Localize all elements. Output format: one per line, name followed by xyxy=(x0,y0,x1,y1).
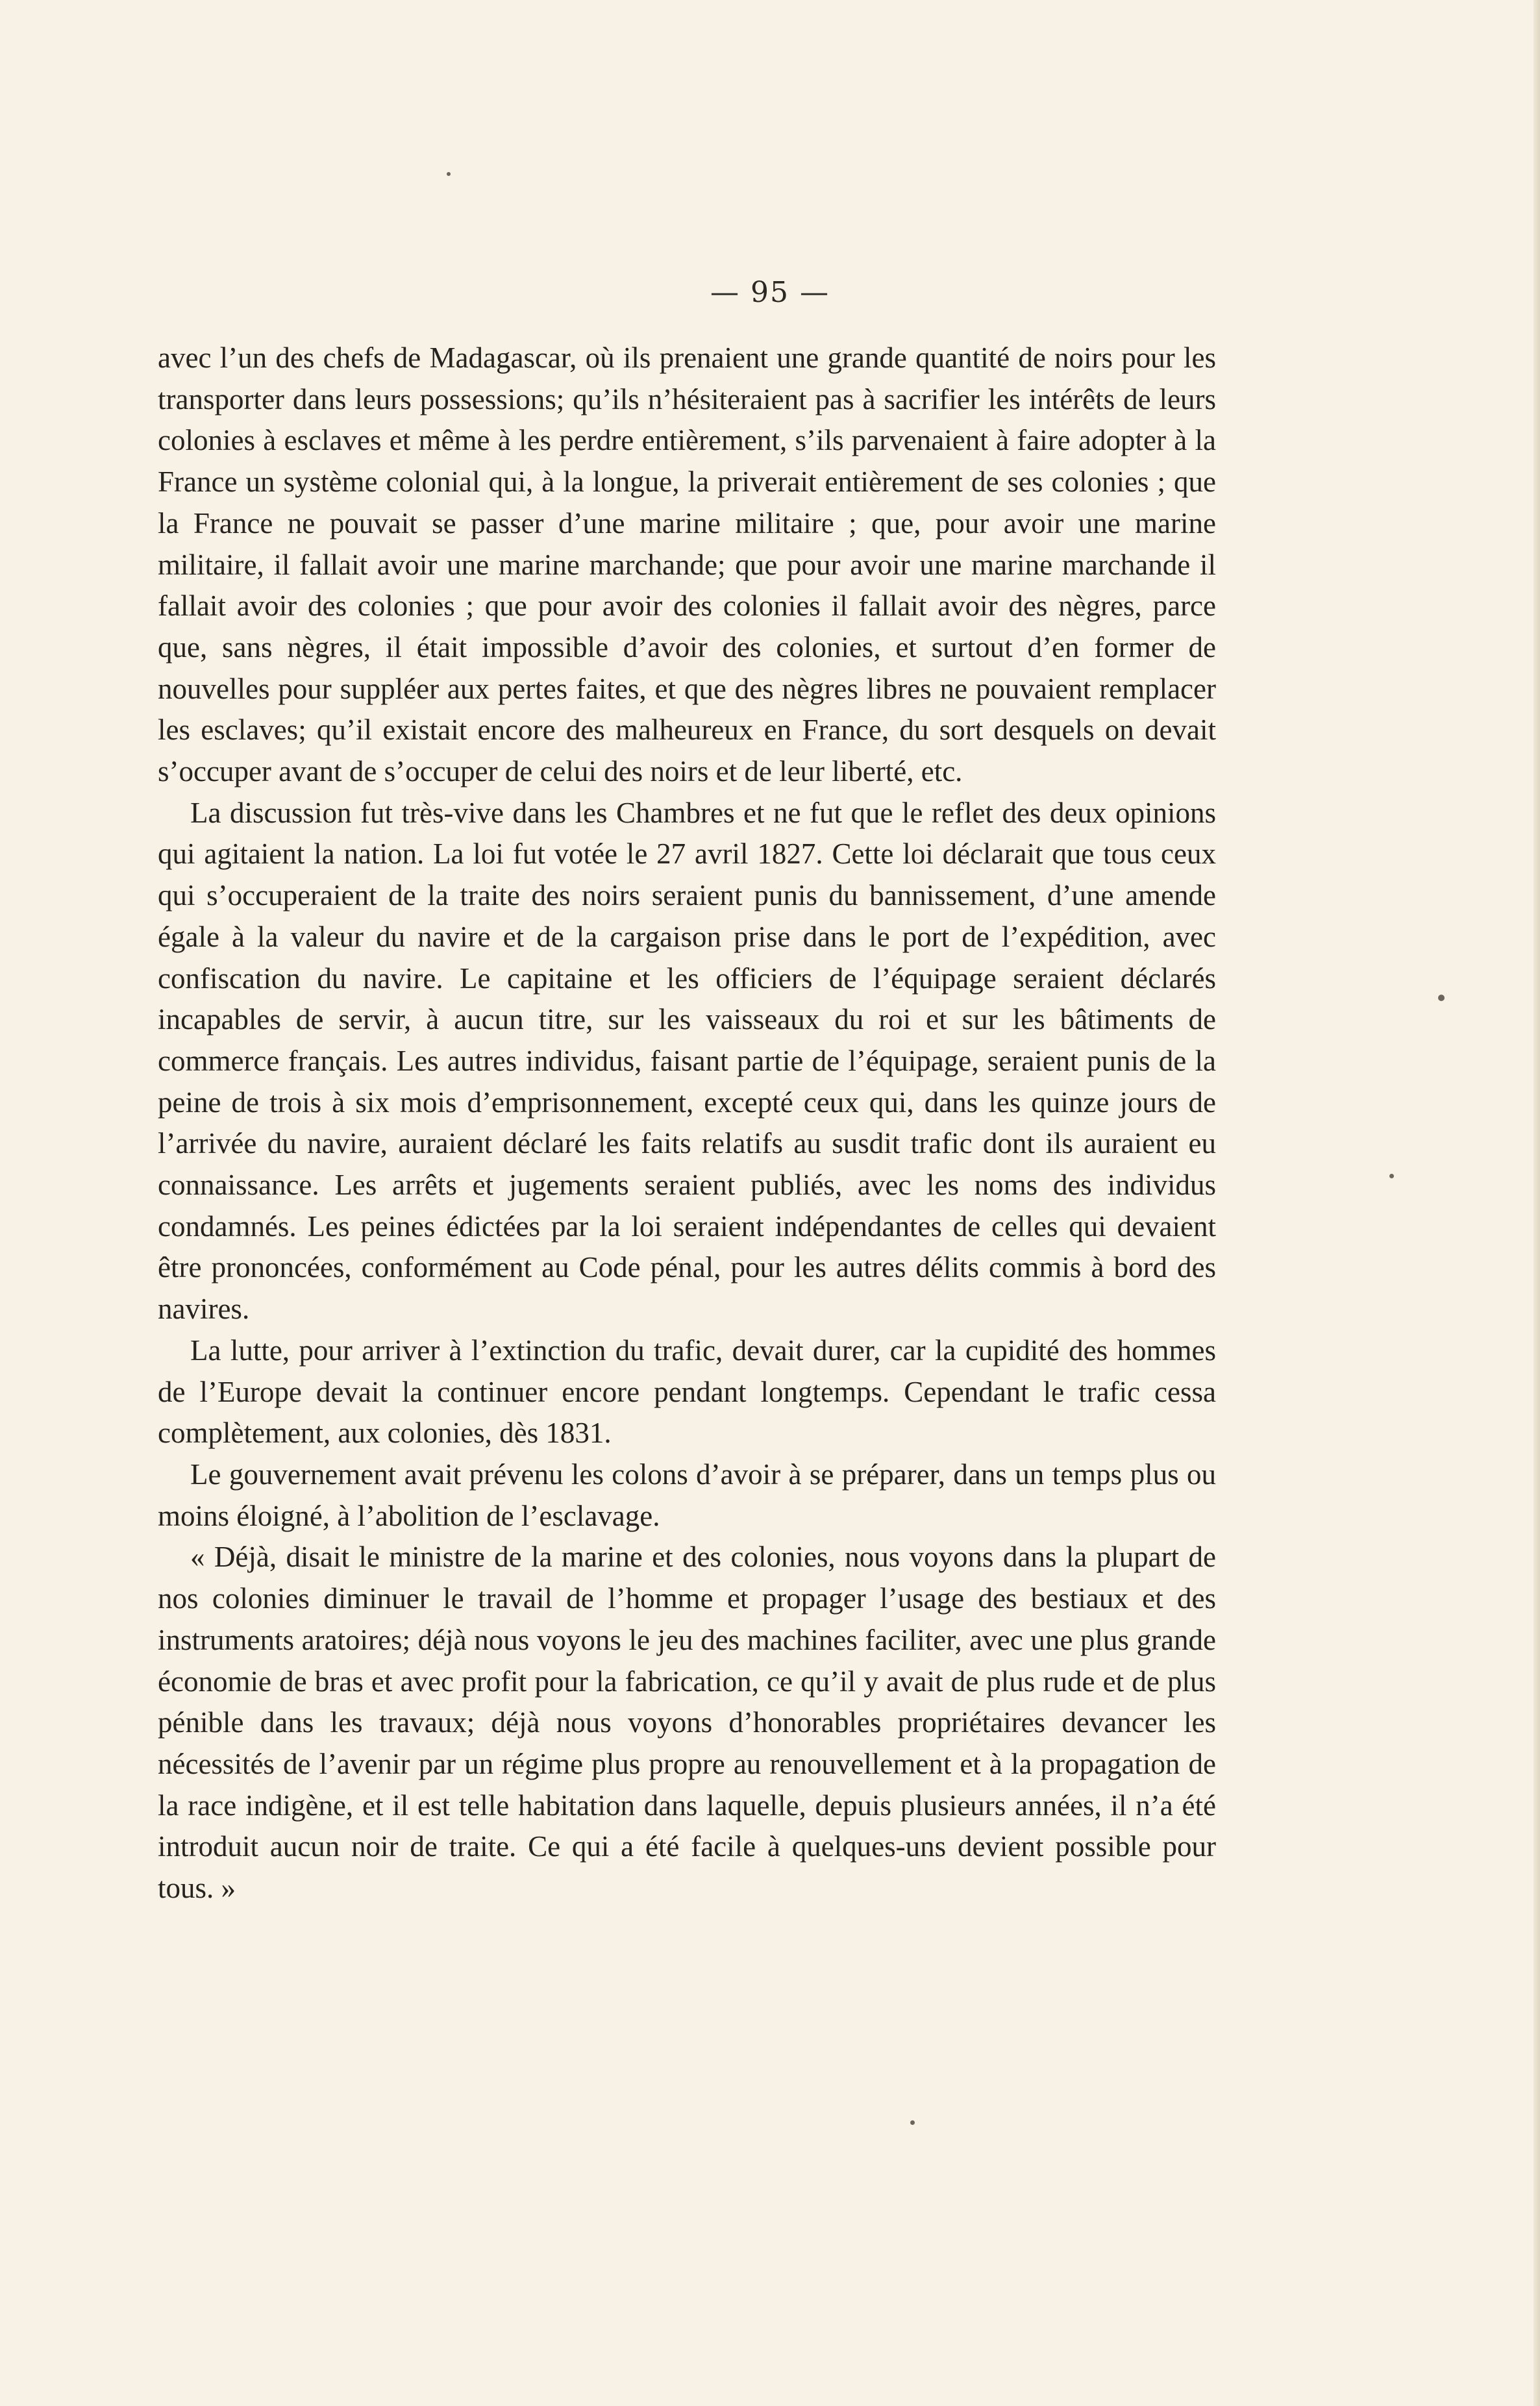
page-edge xyxy=(1534,0,1540,2406)
paragraph-2: La discussion fut très-vive dans les Chambres et ne fut que le reflet des deux opinions qui agitaient la nation. La loi fut votée le 27 avril 1827. Cette loi déclarait que tous ceux qui s’occuperaient de la traite des noirs seraient punis du bannissement, d’une amende égale à la valeur du navire et de la cargaison prise dans le port de l’expédition, avec confiscation du navire. Le capitaine et les officiers de l’équipage seraient déclarés incapables de servir, à aucun titre, sur les vaisseaux du roi et sur les bâtiments de commerce français. Les autres individus, faisant partie de l’équipage, seraient punis de la peine de trois à six mois d’emprisonnement, excepté ceux qui, dans les quinze jours de l’arrivée du navire, auraient déclaré les faits relatifs au susdit trafic dont ils auraient eu connaissance. Les arrêts et jugements seraient publiés, avec les noms des individus condamnés. Les peines édictées par la loi seraient indépendantes de celles qui devaient être prononcées, conformément au Code pénal, pour les autres délits commis à bord des navires. xyxy=(158,796,1216,1326)
page-number: — 95 — xyxy=(710,276,830,309)
ink-speck xyxy=(447,172,451,176)
body-text xyxy=(158,338,1216,1909)
paragraph-1: avec l’un des chefs de Madagascar, où ils prenaient une grande quantité de noirs pour les transporter dans leurs possessions; qu’ils n’hésiteraient pas à sacrifier les intérêts de leurs colonies à esclaves et même à les perdre entièrement, s’ils parvenaient à faire adopter à la France un système colonial qui, à la longue, la priverait entièrement de ses colonies ; que la France ne pouvait se passer d’une marine militaire ; que, pour avoir une marine militaire, il fallait avoir une marine marchande; que pour avoir une marine marchande il fallait avoir des colonies ; que pour avoir des colonies il fallait avoir des nègres, parce que, sans nègres, il était impossible d’avoir des colonies, et surtout d’en former de nouvelles pour suppléer aux pertes faites, et que des nègres libres ne pouvaient remplacer les esclaves; qu’il existait encore des malheureux en France, du sort desquels on devait s’occuper avant de s’occuper de celui des noirs et de leur liberté, etc. xyxy=(158,341,1216,788)
ink-speck xyxy=(910,2120,915,2125)
paragraph-4: Le gouvernement avait prévenu les colons d’avoir à se préparer, dans un temps plus ou moins éloigné, à l’abolition de l’esclavage. xyxy=(158,1457,1216,1532)
paragraph-5: « Déjà, disait le ministre de la marine et des colonies, nous voyons dans la plupart de nos colonies diminuer le travail de l’homme et propager l’usage des bestiaux et des instruments aratoires; déjà nous voyons le jeu des machines faciliter, avec une plus grande économie de bras et avec profit pour la fabrication, ce qu’il y avait de plus rude et de plus pénible dans les travaux; déjà nous voyons d’honorables propriétaires devancer les nécessités de l’avenir par un régime plus propre au renouvellement et à la propagation de la race indigène, et il est telle habitation dans laquelle, depuis plusieurs années, il n’a été introduit aucun noir de traite. Ce qui a été facile à quelques-uns devient possible pour tous. » xyxy=(158,1541,1216,1905)
paragraph-3: La lutte, pour arriver à l’extinction du trafic, devait durer, car la cupidité des hommes de l’Europe devait la continuer encore pendant longtemps. Cependant le trafic cessa complètement, aux colonies, dès 1831. xyxy=(158,1333,1216,1450)
ink-speck xyxy=(1438,995,1445,1001)
ink-speck xyxy=(1389,1174,1394,1178)
